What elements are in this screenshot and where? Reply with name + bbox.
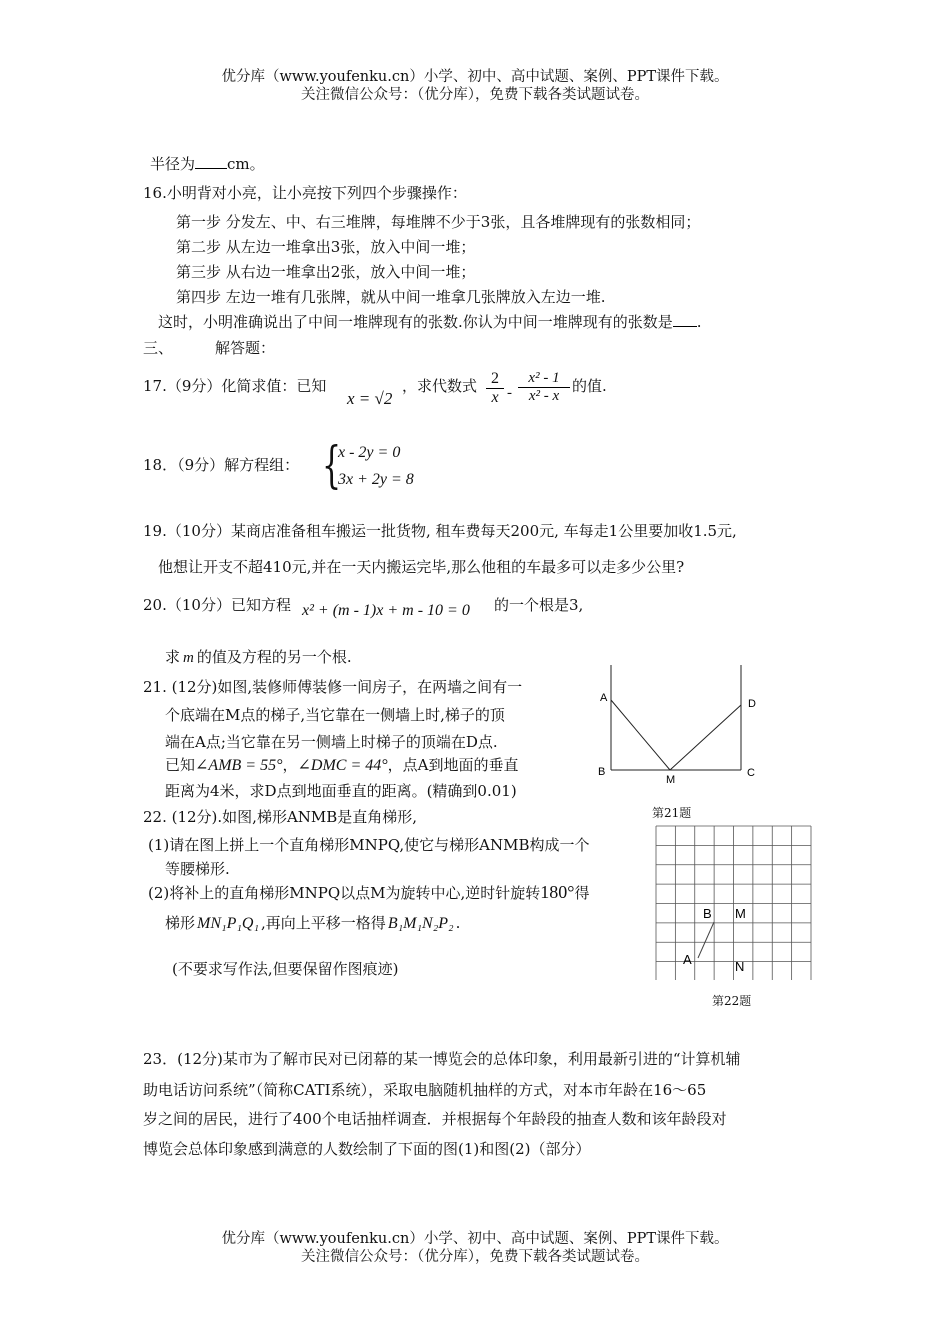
q15-tail: 半径为 cm。 (150, 155, 265, 173)
q15-answer-blank (195, 154, 227, 169)
page-header-line1: 优分库（www.youfenku.cn）小学、初中、高中试题、案例、PPT课件下载。 (221, 69, 729, 85)
q18-equation-1: x - 2y = 0 (338, 444, 401, 461)
grid-label-N: N (735, 959, 745, 974)
q16-answer-blank (673, 312, 697, 327)
q18-prefix: 18．（9分）解方程组： (143, 456, 300, 474)
q22-line-4: (2)将补上的直角梯形MNPQ以点M为旋转中心,逆时针旋转180°得 (148, 882, 590, 902)
q19-line-1: 19.（10分）某商店准备租车搬运一批货物, 租车费每天200元, 车每走1公里要加收1.5元, (143, 522, 737, 540)
q22-line-3: 等腰梯形. (165, 860, 230, 878)
q22-line-1: 22. (12分).如图,梯形ANMB是直角梯形, (143, 808, 418, 826)
q20-line-2: 求 m 的值及方程的另一个根. (165, 648, 352, 666)
q21-line-3: 端在A点;当它靠在另一侧墙上时梯子的顶端在D点. (165, 733, 498, 751)
label-C: C (747, 767, 755, 779)
q21-line-2: 个底端在M点的梯子,当它靠在一侧墙上时,梯子的顶 (165, 706, 505, 724)
q16-step-1: 第一步 分发左、中、右三堆牌，每堆牌不少于3张，且各堆牌现有的张数相同； (176, 213, 701, 231)
q22-line-2: (1)请在图上拼上一个直角梯形MNPQ,使它与梯形ANMB构成一个 (148, 836, 590, 854)
grid-lines (656, 826, 811, 980)
q20-equation: x² + (m - 1)x + m - 10 = 0 (302, 602, 470, 619)
q21-line-1: 21. (12分)如图,装修师傅装修一间房子，在两墙之间有一 (143, 678, 523, 696)
q23-line-2: 助电话访问系统”（简称CATI系统），采取电脑随机抽样的方式，对本市年龄在16～65 (143, 1081, 707, 1099)
q17-prefix: 17.（9分）化简求值：已知 (143, 377, 327, 395)
q21-line-4: 已知∠AMB = 55°，∠DMC = 44°，点A到地面的垂直 (165, 756, 519, 774)
q17-minus: - (507, 385, 512, 401)
q17-x-value: x = √2 (347, 389, 393, 408)
q20-suffix: 的一个根是3, (494, 596, 584, 614)
trapezoid-edge-AB (698, 922, 714, 958)
q21-line-5: 距离为4米，求D点到地面垂直的距离。(精确到0.01) (165, 782, 517, 800)
q23-line-3: 岁之间的居民，进行了400个电话抽样调查．并根据每个年龄段的抽查人数和该年龄段对 (143, 1110, 727, 1128)
q20-prefix: 20.（10分）已知方程 (143, 596, 291, 614)
q17-fraction-2: $\frac{\text{x² - 1}}{\text{x² - x}}$ (518, 370, 570, 405)
grid-label-A: A (683, 952, 692, 967)
q22-line-6: (不要求写作法,但要保留作图痕迹) (172, 960, 399, 978)
label-M: M (666, 774, 676, 785)
q16-intro: 16.小明背对小亮，让小亮按下列四个步骤操作： (143, 184, 467, 202)
page-footer-line2: 关注微信公众号：（优分库），免费下载各类试题试卷。 (301, 1249, 649, 1265)
ladder-to-A (611, 700, 670, 770)
q22-caption: 第22题 (712, 994, 752, 1008)
grid-label-B: B (703, 906, 712, 921)
q23-line-1: 23．(12分)某市为了解市民对已闭幕的某一博览会的总体印象，利用最新引进的“计算机辅 (143, 1050, 741, 1068)
q17-fraction-1: $\frac{2}{x}$ (486, 370, 504, 407)
q23-line-4: 博览会总体印象感到满意的人数绘制了下面的图(1)和图(2)（部分） (143, 1140, 591, 1158)
label-A: A (600, 692, 608, 704)
q16-step-3: 第三步 从右边一堆拿出2张，放入中间一堆； (176, 263, 476, 281)
q22-grid-figure (654, 824, 814, 980)
q16-step-4: 第四步 左边一堆有几张牌，就从中间一堆拿几张牌放入左边一堆. (176, 288, 606, 306)
q18-equation-2: 3x + 2y = 8 (338, 471, 414, 488)
q21-figure (594, 660, 764, 785)
q21-caption: 第21题 (652, 806, 692, 820)
q16-question: 这时，小明准确说出了中间一堆牌现有的张数.你认为中间一堆牌现有的张数是 . (158, 313, 702, 331)
ladder-to-D (670, 705, 741, 770)
label-B: B (598, 766, 606, 778)
q22-line-5: 梯形 MN₁P₁Q₁ ,再向上平移一格得 B₁M₁N₂P₂ . (165, 914, 461, 932)
label-D: D (748, 698, 756, 710)
q18-brace: { (322, 436, 342, 494)
grid-label-M: M (735, 906, 746, 921)
page-footer-line1: 优分库（www.youfenku.cn）小学、初中、高中试题、案例、PPT课件下载。 (221, 1231, 729, 1247)
q19-line-2: 他想让开支不超410元,并在一天内搬运完毕,那么他租的车最多可以走多少公里? (158, 558, 685, 576)
q17-mid: ，求代数式 (402, 377, 478, 395)
page-header-line2: 关注微信公众号：（优分库），免费下载各类试题试卷。 (301, 87, 649, 103)
q17-suffix: 的值. (572, 377, 607, 395)
q16-step-2: 第二步 从左边一堆拿出3张，放入中间一堆； (176, 238, 476, 256)
section-3-heading: 三、 解答题： (143, 339, 276, 357)
